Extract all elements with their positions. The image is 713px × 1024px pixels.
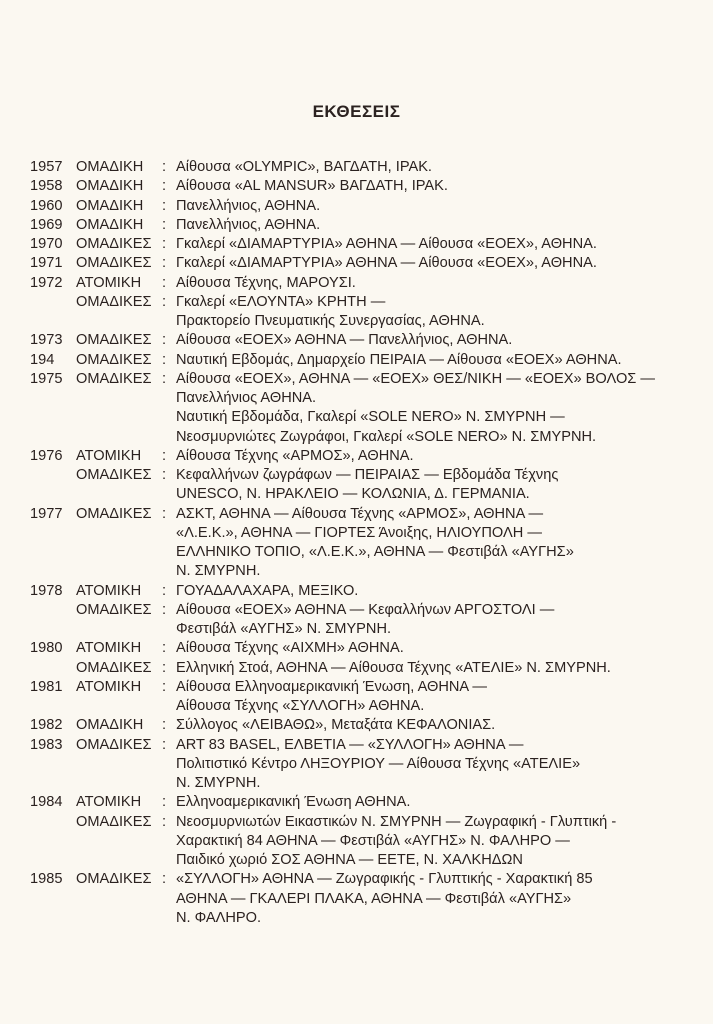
exhibition-year (30, 428, 76, 447)
exhibition-year: 1985 (30, 871, 63, 888)
exhibition-row (30, 716, 710, 735)
separator: : (162, 582, 167, 599)
exhibition-type (76, 543, 162, 562)
exhibition-venues: ΑΣΚΤ, ΑΘΗΝΑ — Αίθουσα Τέχνης «ΑΡΜΟΣ», ΑΘΗΝΑ — (176, 505, 544, 522)
exhibition-venues: Αίθουσα «ΕΟΕΧ», ΑΘΗΝΑ — «ΕΟΕΧ» ΘΕΣ/ΝΙΚΗ — «ΕΟΕΧ» ΒΟΛΟΣ — (176, 370, 655, 387)
exhibition-venues: Πανελλήνιος ΑΘΗΝΑ. (176, 390, 317, 406)
exhibition-type (76, 620, 162, 639)
exhibition-year (30, 543, 76, 562)
exhibition-year (30, 659, 76, 678)
exhibition-venues: «Λ.Ε.Κ.», ΑΘΗΝΑ — ΓΙΟΡΤΕΣ Άνοιξης, ΗΛΙΟΥΠΟΛΗ — (176, 524, 542, 541)
exhibition-type (76, 485, 162, 504)
exhibition-year: 1971 (30, 255, 63, 272)
exhibition-venues: Παιδικό χωριό ΣΟΣ ΑΘΗΝΑ — ΕΕΤΕ, Ν. ΧΑΛΚΗΔΩΝ (176, 852, 523, 868)
exhibition-year: 1981 (30, 678, 63, 695)
separator (162, 620, 176, 639)
separator: : (162, 678, 167, 695)
exhibition-type: ΑΤΟΜΙΚΗ (76, 274, 142, 291)
exhibition-year: 1960 (30, 197, 63, 214)
separator: : (162, 197, 167, 214)
exhibition-row (30, 755, 710, 774)
exhibition-type: ΟΜΑΔΙΚΕΣ (76, 505, 152, 522)
exhibition-year: 1970 (30, 236, 63, 252)
exhibition-type: ΟΜΑΔΙΚΗ (76, 717, 144, 734)
exhibition-row (30, 639, 710, 658)
exhibition-venues: Νεοσμυρνιωτών Εικαστικών Ν. ΣΜΥΡΝΗ — Ζωγραφική - Γλυπτική - (176, 813, 617, 830)
exhibition-year (30, 466, 76, 485)
exhibition-row (30, 505, 710, 524)
exhibition-type: ΟΜΑΔΙΚΕΣ (76, 236, 152, 252)
exhibition-row (30, 890, 710, 909)
separator: : (162, 255, 167, 272)
exhibition-type (76, 890, 162, 909)
exhibition-venues: ΕΛΛΗΝΙΚΟ ΤΟΠΙΟ, «Λ.Ε.Κ.», ΑΘΗΝΑ — Φεστιβάλ «ΑΥΓΗΣ» (176, 544, 574, 560)
exhibition-venues: Ναυτική Εβδομάς, Δημαρχείο ΠΕΙΡΑΙΑ — Αίθουσα «ΕΟΕΧ» ΑΘΗΝΑ. (176, 351, 622, 368)
exhibition-venues: Ελληνοαμερικανική Ένωση ΑΘΗΝΑ. (176, 794, 411, 811)
exhibition-year (30, 601, 76, 620)
separator (162, 428, 176, 447)
separator: : (162, 717, 167, 734)
separator: : (162, 159, 167, 175)
exhibition-row (30, 216, 710, 235)
exhibition-venues: Πανελλήνιος, ΑΘΗΝΑ. (176, 216, 321, 233)
exhibition-year: 1969 (30, 216, 63, 233)
exhibition-year (30, 774, 76, 793)
exhibition-year (30, 562, 76, 581)
exhibition-row (30, 870, 710, 889)
separator: : (162, 351, 167, 368)
exhibition-row (30, 312, 710, 331)
exhibition-year (30, 755, 76, 774)
exhibition-type (76, 774, 162, 793)
exhibition-year (30, 293, 76, 312)
exhibition-venues: UNESCO, Ν. ΗΡΑΚΛΕΙΟ — ΚΟΛΩΝΙΑ, Δ. ΓΕΡΜΑΝΙΑ. (176, 486, 530, 503)
exhibition-year (30, 851, 76, 870)
exhibition-venues: Κεφαλλήνων ζωγράφων — ΠΕΙΡΑΙΑΣ — Εβδομάδα Τέχνης (176, 467, 559, 483)
exhibition-row (30, 293, 710, 312)
separator (162, 774, 176, 793)
exhibition-row (30, 428, 710, 447)
exhibition-year (30, 909, 76, 928)
exhibition-year (30, 832, 76, 851)
exhibition-row (30, 254, 710, 273)
exhibition-venues: ΑΘΗΝΑ — ΓΚΑΛΕΡΙ ΠΛΑΚΑ, ΑΘΗΝΑ — Φεστιβάλ «ΑΥΓΗΣ» (176, 890, 572, 907)
exhibition-venues: Αίθουσα Τέχνης «ΣΥΛΛΟΓΗ» ΑΘΗΝΑ. (176, 698, 425, 714)
exhibition-type (76, 389, 162, 408)
exhibition-row (30, 274, 710, 293)
separator: : (162, 332, 167, 349)
separator (162, 909, 176, 928)
exhibition-type: ΑΤΟΜΙΚΗ (76, 794, 142, 811)
exhibition-venues: Πανελλήνιος, ΑΘΗΝΑ. (176, 197, 321, 214)
separator: : (162, 794, 167, 811)
exhibition-type (76, 697, 162, 716)
exhibition-type (76, 408, 162, 427)
exhibition-year (30, 312, 76, 331)
exhibition-venues: Γκαλερί «ΔΙΑΜΑΡΤΥΡΙΑ» ΑΘΗΝΑ — Αίθουσα «ΕΟΕΧ», ΑΘΗΝΑ. (176, 236, 597, 252)
exhibition-type (76, 562, 162, 581)
page-title: ΕΚΘΕΣΕΙΣ (312, 102, 401, 121)
exhibition-venues: Γκαλερί «ΕΛΟΥΝΤΑ» ΚΡΗΤΗ — (176, 293, 386, 310)
exhibition-row (30, 562, 710, 581)
exhibition-row (30, 543, 710, 562)
exhibition-venues: «ΣΥΛΛΟΓΗ» ΑΘΗΝΑ — Ζωγραφικής - Γλυπτικής - Χαρακτική 85 (176, 871, 593, 888)
exhibition-row (30, 466, 710, 485)
exhibition-year (30, 620, 76, 639)
exhibition-venues: Αίθουσα Ελληνοαμερικανική Ένωση, ΑΘΗΝΑ — (176, 678, 487, 695)
separator (162, 890, 176, 909)
exhibition-year: 1958 (30, 178, 63, 195)
exhibition-venues: Αίθουσα «ΕΟΕΧ» ΑΘΗΝΑ — Πανελλήνιος, ΑΘΗΝΑ. (176, 332, 513, 349)
exhibition-year: 1982 (30, 717, 63, 734)
separator (162, 524, 176, 543)
separator: : (162, 370, 167, 387)
separator (162, 389, 176, 408)
exhibition-type: ΟΜΑΔΙΚΗ (76, 159, 144, 175)
exhibition-year: 1973 (30, 332, 63, 349)
exhibition-venues: Αίθουσα «AL MANSUR» ΒΑΓΔΑΤΗ, ΙΡΑΚ. (176, 178, 448, 195)
separator: : (162, 178, 167, 195)
exhibition-venues: Αίθουσα Τέχνης «ΑΙΧΜΗ» ΑΘΗΝΑ. (176, 640, 404, 657)
exhibition-year: 1977 (30, 505, 63, 522)
exhibition-row (30, 851, 710, 870)
exhibition-type: ΑΤΟΜΙΚΗ (76, 582, 142, 599)
exhibition-venues: ART 83 BASEL, ΕΛΒΕΤΙΑ — «ΣΥΛΛΟΓΗ» ΑΘΗΝΑ — (176, 736, 524, 753)
separator: : (162, 813, 167, 830)
separator: : (162, 216, 167, 233)
separator: : (162, 293, 167, 310)
exhibition-type: ΟΜΑΔΙΚΗ (76, 197, 144, 214)
separator: : (162, 736, 167, 753)
exhibition-type (76, 851, 162, 870)
exhibition-type (76, 312, 162, 331)
exhibition-year (30, 389, 76, 408)
exhibition-type (76, 524, 162, 543)
exhibition-venues: Χαρακτική 84 ΑΘΗΝΑ — Φεστιβάλ «ΑΥΓΗΣ» Ν. ΦΑΛΗΡΟ — (176, 832, 570, 849)
separator: : (162, 659, 167, 676)
exhibition-type (76, 909, 162, 928)
exhibition-venues: Ν. ΣΜΥΡΝΗ. (176, 775, 261, 791)
exhibition-venues: ΓΟΥΑΔΑΛΑΧΑΡΑ, ΜΕΞΙΚΟ. (176, 582, 359, 599)
exhibition-type: ΟΜΑΔΙΚΕΣ (76, 351, 152, 368)
exhibition-row (30, 813, 710, 832)
exhibition-type: ΟΜΑΔΙΚΕΣ (76, 659, 152, 676)
exhibition-type: ΟΜΑΔΙΚΕΣ (76, 813, 152, 830)
exhibition-type: ΟΜΑΔΙΚΗ (76, 178, 144, 195)
exhibition-venues: Αίθουσα «ΕΟΕΧ» ΑΘΗΝΑ — Κεφαλλήνων ΑΡΓΟΣΤΟΛΙ — (176, 601, 555, 618)
exhibition-type: ΑΤΟΜΙΚΗ (76, 678, 142, 695)
exhibition-type: ΑΤΟΜΙΚΗ (76, 640, 142, 657)
exhibition-type: ΟΜΑΔΙΚΕΣ (76, 736, 152, 753)
exhibition-venues: Πρακτορείο Πνευματικής Συνεργασίας, ΑΘΗΝΑ. (176, 313, 485, 329)
exhibition-row (30, 601, 710, 620)
exhibition-venues: Γκαλερί «ΔΙΑΜΑΡΤΥΡΙΑ» ΑΘΗΝΑ — Αίθουσα «ΕΟΕΧ», ΑΘΗΝΑ. (176, 255, 597, 272)
exhibition-venues: Ν. ΦΑΛΗΡΟ. (176, 909, 262, 926)
separator: : (162, 236, 167, 252)
exhibition-type: ΟΜΑΔΙΚΕΣ (76, 601, 152, 618)
exhibition-year: 1984 (30, 794, 63, 811)
exhibitions-list (30, 158, 710, 928)
exhibition-type (76, 755, 162, 774)
exhibition-venues: Σύλλογος «ΛΕΙΒΑΘΩ», Μεταξάτα ΚΕΦΑΛΟΝΙΑΣ. (176, 717, 496, 734)
separator (162, 543, 176, 562)
exhibition-row (30, 832, 710, 851)
exhibition-row (30, 793, 710, 812)
exhibition-year (30, 813, 76, 832)
separator (162, 408, 176, 427)
separator: : (162, 505, 167, 522)
exhibition-type: ΟΜΑΔΙΚΕΣ (76, 871, 152, 888)
separator (162, 697, 176, 716)
exhibition-venues: Ν. ΣΜΥΡΝΗ. (176, 563, 261, 580)
exhibition-row (30, 736, 710, 755)
exhibition-year (30, 890, 76, 909)
exhibition-row (30, 485, 710, 504)
exhibition-row (30, 447, 710, 466)
exhibition-venues: Αίθουσα Τέχνης «ΑΡΜΟΣ», ΑΘΗΝΑ. (176, 447, 414, 464)
separator: : (162, 601, 167, 618)
exhibition-year: 1976 (30, 447, 63, 464)
exhibition-row (30, 370, 710, 389)
exhibition-row (30, 177, 710, 196)
exhibition-venues: Φεστιβάλ «ΑΥΓΗΣ» Ν. ΣΜΥΡΝΗ. (176, 621, 392, 637)
separator (162, 312, 176, 331)
exhibition-row (30, 408, 710, 427)
exhibition-type (76, 832, 162, 851)
separator (162, 851, 176, 870)
exhibition-row (30, 524, 710, 543)
exhibition-row (30, 697, 710, 716)
separator: : (162, 274, 167, 291)
exhibition-row (30, 909, 710, 928)
separator (162, 832, 176, 851)
exhibition-year (30, 524, 76, 543)
exhibition-type (76, 428, 162, 447)
exhibition-venues: Πολιτιστικό Κέντρο ΛΗΞΟΥΡΙΟΥ — Αίθουσα Τέχνης «ΑΤΕΛΙΕ» (176, 755, 581, 772)
exhibition-row (30, 197, 710, 216)
exhibition-row (30, 158, 710, 177)
exhibition-type: ΟΜΑΔΙΚΕΣ (76, 370, 152, 387)
separator: : (162, 871, 167, 888)
exhibition-type: ΟΜΑΔΙΚΕΣ (76, 332, 152, 349)
exhibition-year: 1980 (30, 640, 63, 657)
exhibition-row (30, 331, 710, 350)
exhibition-row (30, 620, 710, 639)
exhibition-year (30, 408, 76, 427)
exhibition-row (30, 351, 710, 370)
exhibition-row (30, 678, 710, 697)
exhibition-venues: Νεοσμυρνιώτες Ζωγράφοι, Γκαλερί «SOLE NERO» Ν. ΣΜΥΡΝΗ. (176, 428, 597, 445)
exhibition-row (30, 235, 710, 254)
exhibition-year (30, 485, 76, 504)
exhibition-year: 1978 (30, 582, 63, 599)
separator: : (162, 447, 167, 464)
exhibition-year: 1983 (30, 736, 63, 753)
exhibition-type: ΟΜΑΔΙΚΕΣ (76, 293, 152, 310)
separator (162, 562, 176, 581)
separator (162, 755, 176, 774)
exhibition-year (30, 697, 76, 716)
exhibition-row (30, 659, 710, 678)
separator: : (162, 467, 167, 483)
exhibition-venues: Αίθουσα Τέχνης, ΜΑΡΟΥΣΙ. (176, 274, 356, 291)
exhibition-year: 1957 (30, 159, 63, 175)
exhibition-type: ΟΜΑΔΙΚΕΣ (76, 467, 152, 483)
separator: : (162, 640, 167, 657)
exhibition-venues: Ναυτική Εβδομάδα, Γκαλερί «SOLE NERO» Ν. ΣΜΥΡΝΗ — (176, 409, 565, 426)
exhibition-type: ΟΜΑΔΙΚΕΣ (76, 255, 152, 272)
exhibition-type: ΑΤΟΜΙΚΗ (76, 447, 142, 464)
exhibition-year: 1975 (30, 370, 63, 387)
separator (162, 485, 176, 504)
exhibition-row (30, 389, 710, 408)
exhibition-year: 1972 (30, 274, 63, 291)
exhibition-row (30, 582, 710, 601)
exhibition-venues: Αίθουσα «OLYMPIC», ΒΑΓΔΑΤΗ, ΙΡΑΚ. (176, 159, 432, 175)
exhibition-year: 194 (30, 351, 55, 368)
exhibition-venues: Ελληνική Στοά, ΑΘΗΝΑ — Αίθουσα Τέχνης «ΑΤΕΛΙΕ» Ν. ΣΜΥΡΝΗ. (176, 659, 611, 676)
exhibition-type: ΟΜΑΔΙΚΗ (76, 216, 144, 233)
exhibition-row (30, 774, 710, 793)
